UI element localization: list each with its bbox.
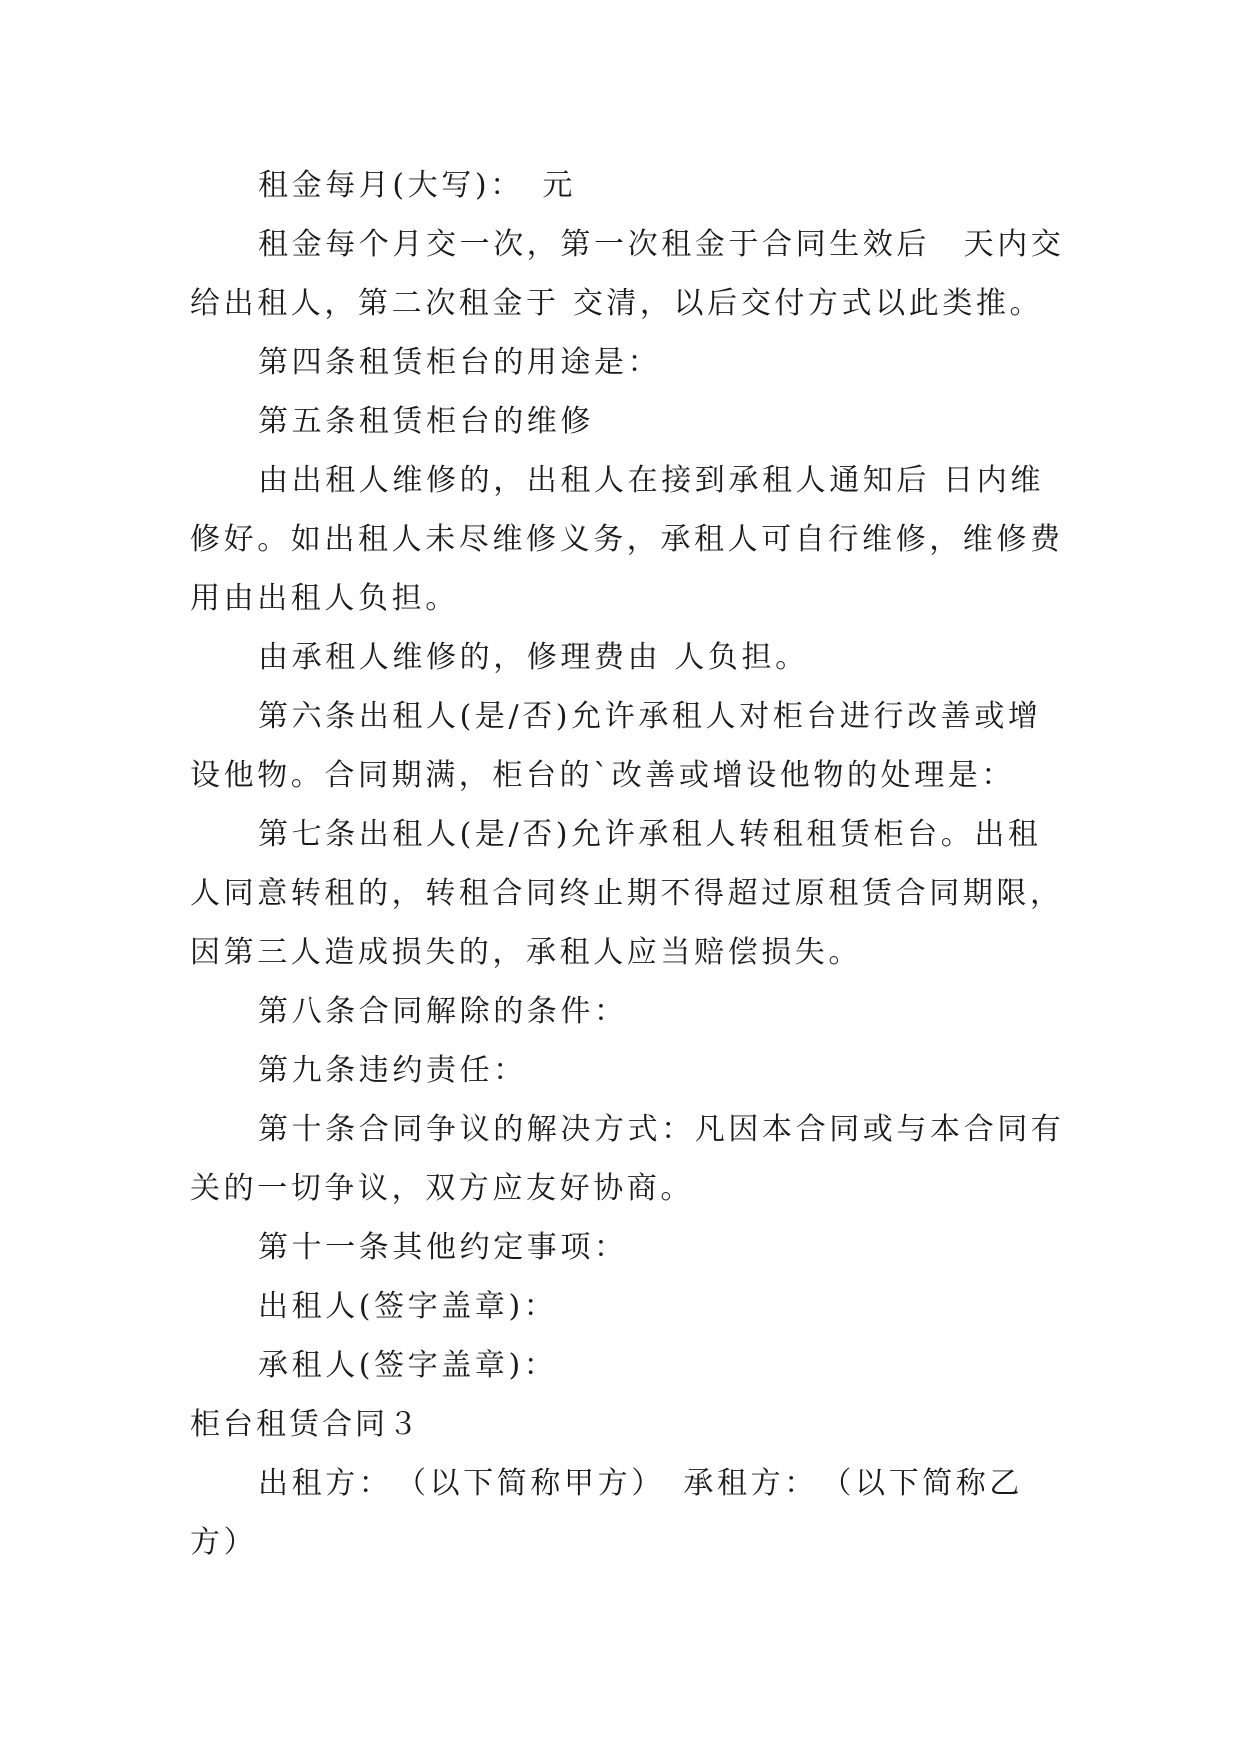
lessor-repair-line-1: 由出租人维修的，出租人在接到承租人通知后 日内维 <box>258 463 1044 498</box>
article-7-line-2: 人同意转租的，转租合同终止期不得超过原租赁合同期限， <box>190 876 1064 911</box>
article-9-line: 第九条违约责任： <box>258 1053 527 1088</box>
payment-paragraph-line-2: 给出租人，第二次租金于 交清，以后交付方式以此类推。 <box>190 286 1044 321</box>
lessee-repair-line: 由承租人维修的，修理费由 人负担。 <box>258 640 809 675</box>
payment-paragraph-line-1: 租金每个月交一次，第一次租金于合同生效后 天内交 <box>258 227 1065 262</box>
article-6-line-2: 设他物。合同期满，柜台的`改善或增设他物的处理是： <box>190 758 1015 793</box>
article-10-line-1: 第十条合同争议的解决方式：凡因本合同或与本合同有 <box>258 1112 1065 1147</box>
lessor-repair-line-3: 用由出租人负担。 <box>190 581 459 616</box>
rent-monthly-line: 租金每月(大写)： 元 <box>258 168 577 203</box>
article-4-line: 第四条租赁柜台的用途是： <box>258 345 662 380</box>
article-5-line: 第五条租赁柜台的维修 <box>258 404 594 439</box>
lessor-signature-line: 出租人(签字盖章)： <box>258 1289 558 1324</box>
article-11-line: 第十一条其他约定事项： <box>258 1230 628 1265</box>
article-8-line: 第八条合同解除的条件： <box>258 994 628 1029</box>
article-10-line-2: 关的一切争议，双方应友好协商。 <box>190 1171 694 1206</box>
lessor-repair-line-2: 修好。如出租人未尽维修义务，承租人可自行维修，维修费 <box>190 522 1064 557</box>
article-6-line-1: 第六条出租人(是/否)允许承租人对柜台进行改善或增 <box>258 699 1042 734</box>
parties-line-1: 出租方： （以下简称甲方） 承租方： （以下简称乙 <box>258 1466 1023 1501</box>
parties-line-2: 方） <box>190 1525 258 1560</box>
article-7-line-1: 第七条出租人(是/否)允许承租人转租租赁柜台。出租 <box>258 817 1042 852</box>
lessee-signature-line: 承租人(签字盖章)： <box>258 1348 558 1383</box>
article-7-line-3: 因第三人造成损失的，承租人应当赔偿损失。 <box>190 935 862 970</box>
contract-3-title: 柜台租赁合同３ <box>190 1407 421 1442</box>
